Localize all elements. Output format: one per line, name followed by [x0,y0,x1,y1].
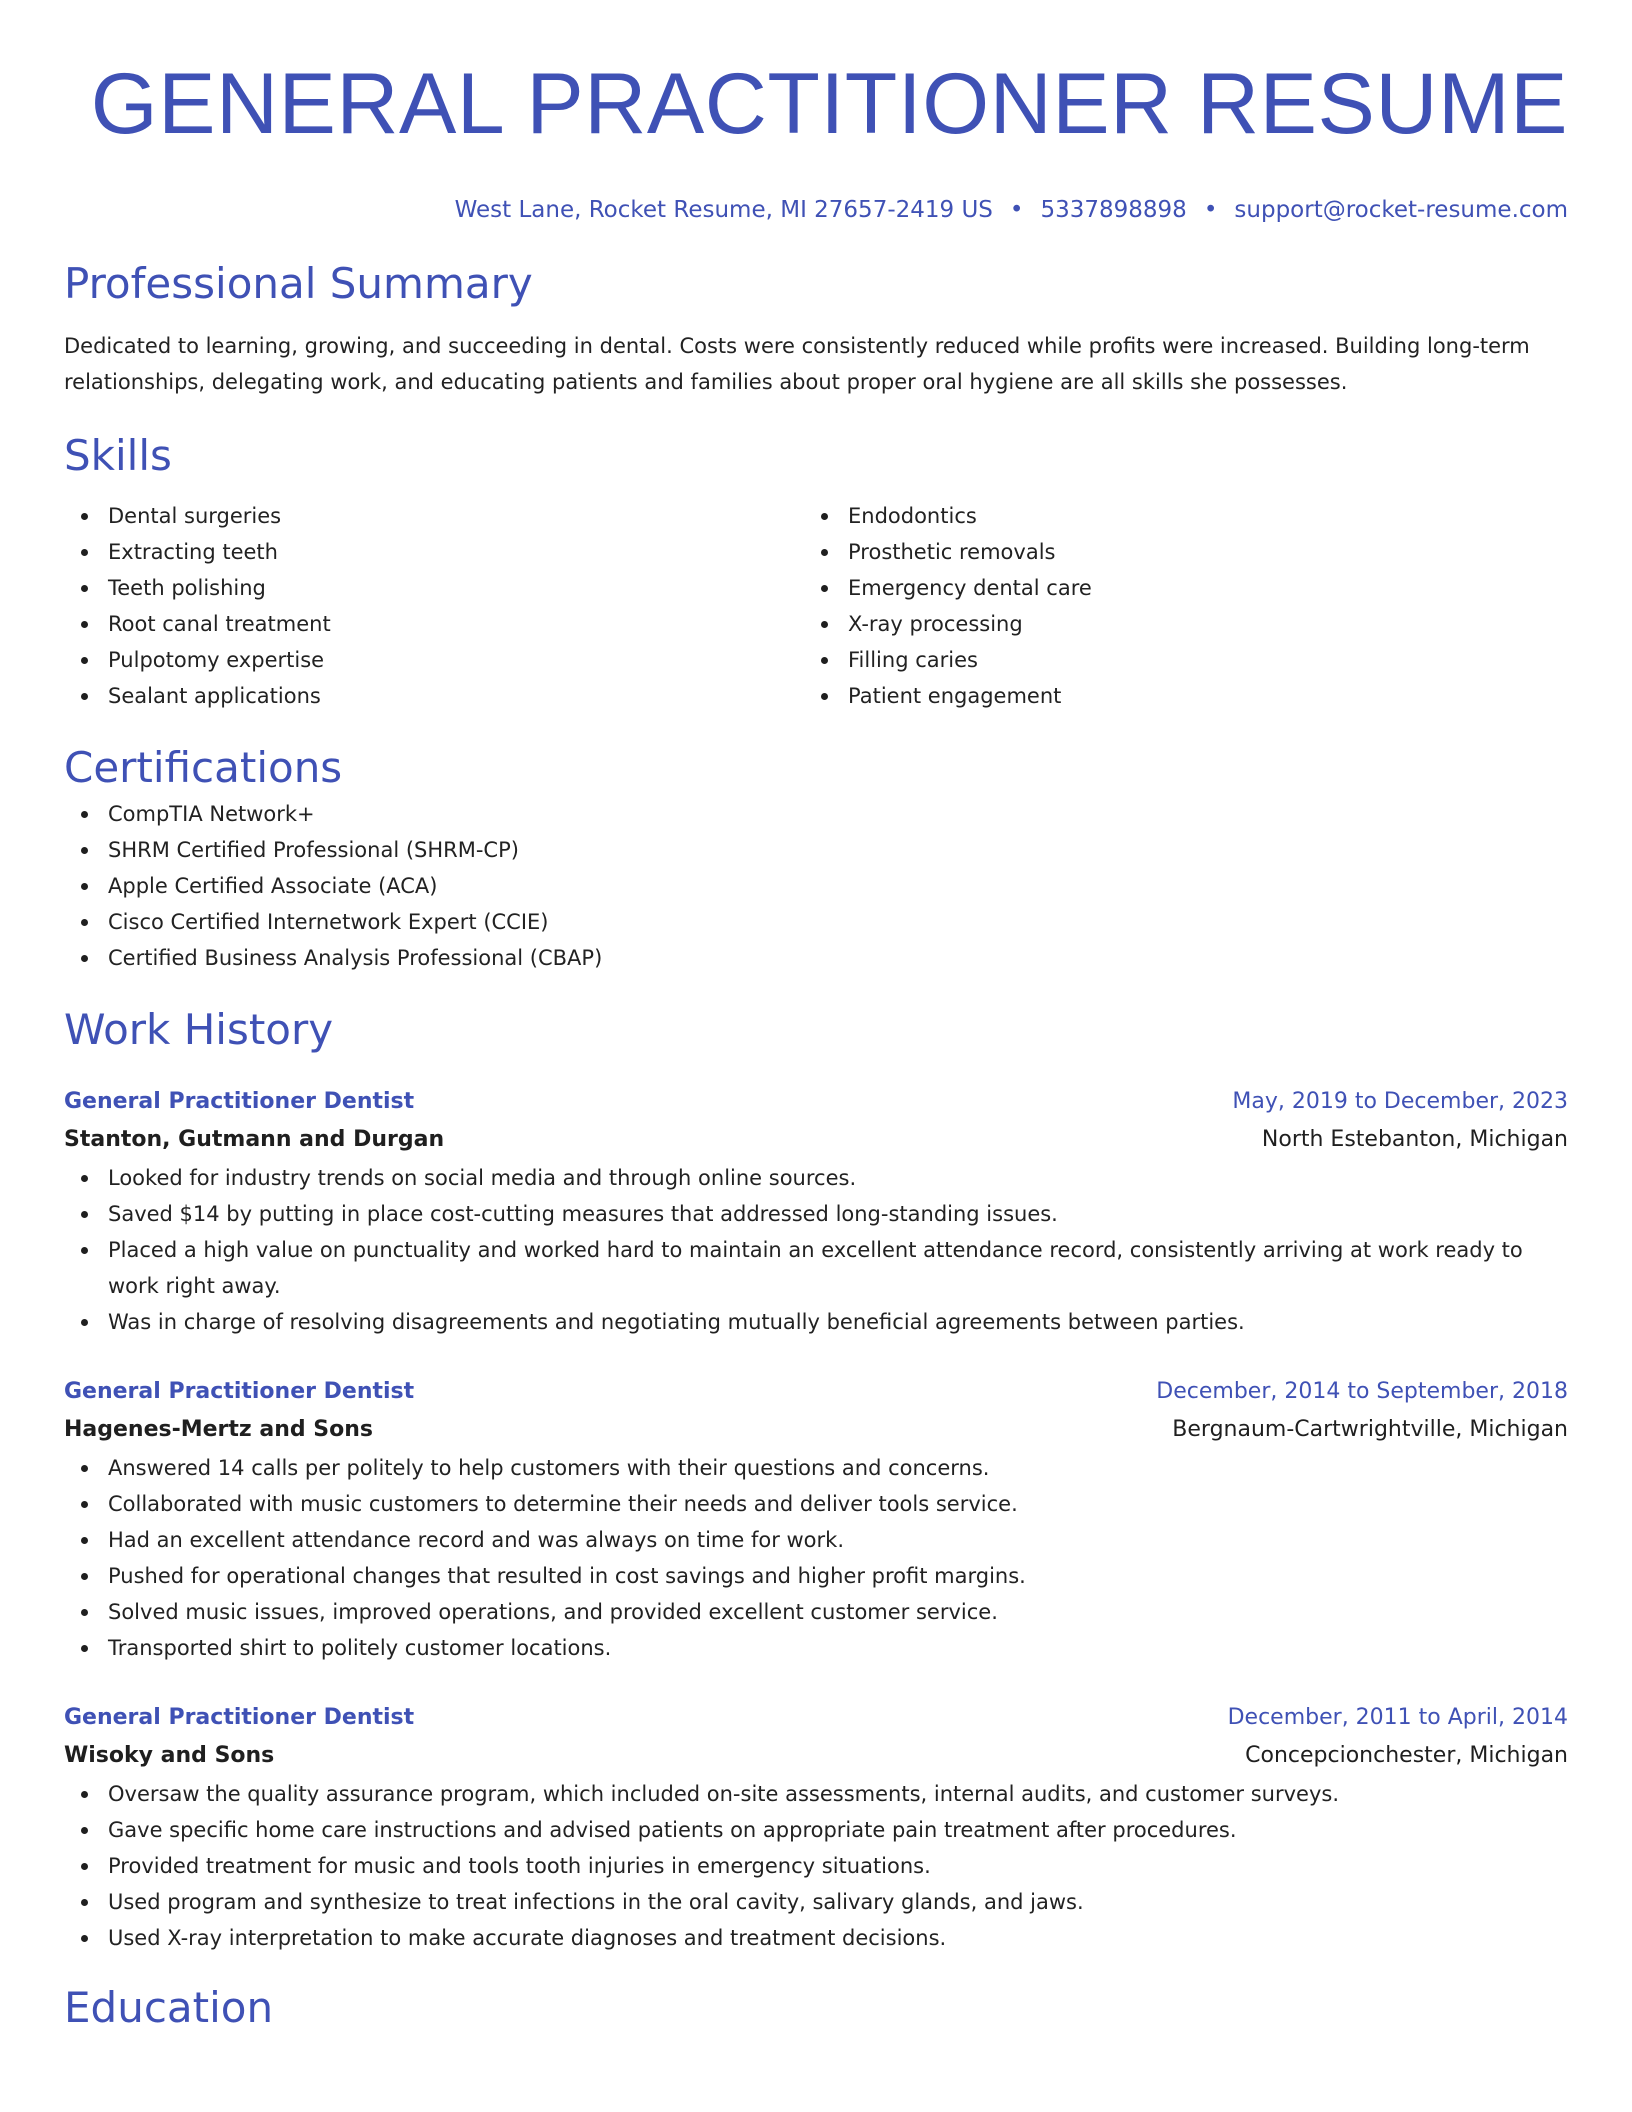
job-bullet-list [64,1450,1568,1666]
skill-item: Extracting teeth [64,534,804,570]
job-bullet: Solved music issues, improved operations, and provided excellent customer service. [64,1594,1568,1630]
skill-item: Endodontics [804,498,1544,534]
job-bullet: Had an excellent attendance record and was always on time for work. [64,1522,1568,1558]
job-location: Concepcionchester, Michigan [1245,1743,1568,1768]
contact-separator: • [1009,197,1024,223]
work-history-section [64,1002,1568,1956]
job-bullet: Transported shirt to politely customer locations. [64,1630,1568,1666]
job-title-row [64,1700,1568,1736]
job-entry [64,1700,1568,1956]
job-title: General Practitioner Dentist [64,1089,415,1114]
certifications-section [64,740,1568,976]
phone-number: 5337898898 [1040,197,1187,223]
job-bullet: Pushed for operational changes that resulted in cost savings and higher profit margins. [64,1558,1568,1594]
section-heading-work-history: Work History [64,1005,334,1054]
job-bullet: Saved $14 by putting in place cost-cutting measures that addressed long-standing issues. [64,1196,1568,1232]
section-heading-summary: Professional Summary [64,259,533,308]
job-bullet: Collaborated with music customers to determine their needs and deliver tools service. [64,1486,1568,1522]
job-entry [64,1084,1568,1340]
skills-column-left [64,498,804,714]
job-company: Wisoky and Sons [64,1743,275,1768]
job-title: General Practitioner Dentist [64,1379,415,1404]
skills-section [64,428,1568,714]
skill-item: X-ray processing [804,606,1544,642]
job-company: Hagenes-Mertz and Sons [64,1417,374,1442]
skill-item: Pulpotomy expertise [64,642,804,678]
job-company-row [64,1736,1568,1776]
section-heading-skills: Skills [64,431,172,480]
skill-item: Root canal treatment [64,606,804,642]
job-company-row [64,1120,1568,1160]
job-bullet: Looked for industry trends on social media and through online sources. [64,1160,1568,1196]
skills-column-right [804,498,1544,714]
job-dates: December, 2014 to September, 2018 [1156,1379,1568,1404]
job-bullet: Was in charge of resolving disagreements and negotiating mutually beneficial agreements between parties. [64,1304,1568,1340]
skills-list-left [64,498,804,714]
contact-line [64,194,1568,226]
professional-summary-section [64,256,1568,400]
summary-text: Dedicated to learning, growing, and succeeding in dental. Costs were consistently reduced while profits were increased. Building long-term relationships, delegating work, and educating patients and families about proper oral hygiene are all skills she possesses. [64,334,1530,394]
skills-grid [64,498,1568,714]
education-section [64,1980,1568,2036]
job-bullet-list [64,1160,1568,1340]
email-address: support@rocket-resume.com [1234,197,1568,223]
section-heading-education: Education [64,1983,274,2032]
job-company: Stanton, Gutmann and Durgan [64,1127,445,1152]
job-bullet: Used program and synthesize to treat infections in the oral cavity, salivary glands, and jaws. [64,1884,1568,1920]
skill-item: Emergency dental care [804,570,1544,606]
skill-item: Filling caries [804,642,1544,678]
job-bullet: Placed a high value on punctuality and worked hard to maintain an excellent attendance record, consistently arriving at work ready to work right away. [64,1232,1568,1304]
certification-item: Certified Business Analysis Professional (CBAP) [64,940,1568,976]
certification-item: Cisco Certified Internetwork Expert (CCIE) [64,904,1568,940]
contact-separator: • [1203,197,1218,223]
job-bullet: Gave specific home care instructions and advised patients on appropriate pain treatment after procedures. [64,1812,1568,1848]
skill-item: Dental surgeries [64,498,804,534]
certification-item: CompTIA Network+ [64,796,1568,832]
certifications-list [64,796,1568,976]
job-location: North Estebanton, Michigan [1261,1127,1568,1152]
certification-item: Apple Certified Associate (ACA) [64,868,1568,904]
address: West Lane, Rocket Resume, MI 27657-2419 US [454,197,993,223]
certification-item: SHRM Certified Professional (SHRM-CP) [64,832,1568,868]
skill-item: Teeth polishing [64,570,804,606]
job-bullet: Oversaw the quality assurance program, which included on-site assessments, internal audits, and customer surveys. [64,1776,1568,1812]
job-bullet: Used X-ray interpretation to make accurate diagnoses and treatment decisions. [64,1920,1568,1956]
skill-item: Sealant applications [64,678,804,714]
skill-item: Prosthetic removals [804,534,1544,570]
job-entry [64,1374,1568,1666]
job-company-row [64,1410,1568,1450]
job-bullet: Provided treatment for music and tools tooth injuries in emergency situations. [64,1848,1568,1884]
job-dates: December, 2011 to April, 2014 [1227,1705,1568,1730]
skill-item: Patient engagement [804,678,1544,714]
job-bullet: Answered 14 calls per politely to help customers with their questions and concerns. [64,1450,1568,1486]
section-heading-certifications: Certifications [64,743,343,792]
job-title-row [64,1374,1568,1410]
job-dates: May, 2019 to December, 2023 [1232,1089,1568,1114]
job-location: Bergnaum-Cartwrightville, Michigan [1172,1417,1568,1442]
job-bullet-list [64,1776,1568,1956]
job-title: General Practitioner Dentist [64,1705,415,1730]
job-title-row [64,1084,1568,1120]
resume-title: GENERAL PRACTITIONER RESUME [90,56,1568,152]
skills-list-right [804,498,1544,714]
